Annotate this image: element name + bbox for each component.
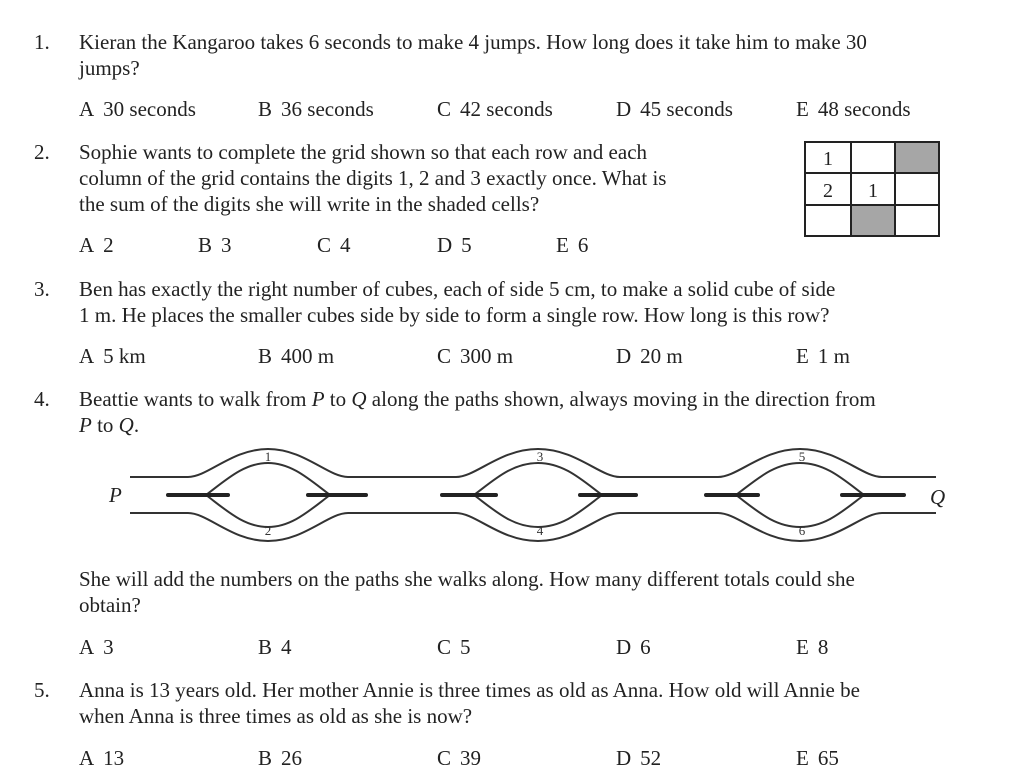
option-b <box>258 343 334 369</box>
option-text: 42 seconds <box>460 97 553 121</box>
option-text: 1 m <box>817 344 850 368</box>
option-b <box>258 96 374 122</box>
option-letter: D <box>616 635 632 659</box>
question-number: 2. <box>34 140 50 164</box>
path-label-4: 4 <box>536 523 544 538</box>
option-d <box>616 745 661 771</box>
question-text-line: Kieran the Kangaroo takes 6 seconds to make 4 jumps. How long does it take him to make 30 <box>79 30 867 54</box>
grid-cell-digit: 1 <box>868 180 878 202</box>
grid-cell-digit: 2 <box>823 180 833 202</box>
shaded-cell <box>851 205 895 236</box>
grid-cell-digit: 1 <box>823 148 833 170</box>
question-text-line <box>79 412 139 438</box>
option-letter: C <box>437 635 452 659</box>
path-label-1: 1 <box>264 449 272 464</box>
option-text: 5 <box>461 233 472 257</box>
option-text: 26 <box>281 746 303 770</box>
question-number: 3. <box>34 277 50 301</box>
option-letter: B <box>258 344 273 368</box>
option-text: 3 <box>103 635 114 659</box>
option-text: 30 seconds <box>103 97 196 121</box>
option-e <box>796 634 828 660</box>
option-text: 65 <box>817 746 839 770</box>
path-label-5: 5 <box>798 449 806 464</box>
question-number: 1. <box>34 30 50 54</box>
option-b <box>198 232 232 258</box>
option-text: 20 m <box>640 344 683 368</box>
option-text: 8 <box>817 635 829 659</box>
option-c <box>437 634 471 660</box>
option-d <box>616 343 683 369</box>
point-p-ref: P <box>79 413 92 437</box>
option-a <box>79 745 124 771</box>
option-text: 6 <box>577 233 589 257</box>
option-c <box>437 343 513 369</box>
option-text: 3 <box>221 233 232 257</box>
option-text: 45 seconds <box>640 97 733 121</box>
question-text-line: when Anna is three times as old as she is now? <box>79 704 473 728</box>
option-text: 2 <box>103 233 114 257</box>
text-run: to <box>91 413 119 437</box>
question-text-line: Ben has exactly the right number of cubes, each of side 5 cm, to make a solid cube of side <box>79 277 836 301</box>
option-a <box>79 343 146 369</box>
option-letter: C <box>437 344 452 368</box>
option-text: 5 km <box>103 344 146 368</box>
option-c <box>317 232 351 258</box>
option-d <box>616 634 651 660</box>
option-e <box>796 745 839 771</box>
option-d <box>437 232 472 258</box>
option-e <box>796 343 850 369</box>
point-p-ref: P <box>311 387 325 411</box>
question-text-line: column of the grid contains the digits 1, 2 and 3 exactly once. What is <box>79 166 667 190</box>
option-b <box>258 634 292 660</box>
question-text-line: 1 m. He places the smaller cubes side by side to form a single row. How long is this row? <box>79 303 830 327</box>
option-letter: A <box>79 746 95 770</box>
option-letter: A <box>79 233 95 257</box>
path-3-inner <box>474 463 602 495</box>
option-letter: D <box>616 97 632 121</box>
digit-grid-svg <box>803 140 943 239</box>
option-text: 39 <box>460 746 482 770</box>
option-text: 13 <box>103 746 125 770</box>
option-letter: E <box>796 344 809 368</box>
question-text-line: Anna is 13 years old. Her mother Annie is three times as old as Anna. How old will Annie be <box>79 678 860 702</box>
path-5-inner <box>736 463 864 495</box>
question-number: 4. <box>34 387 50 411</box>
option-letter: C <box>437 97 452 121</box>
option-letter: D <box>616 746 632 770</box>
option-text: 36 seconds <box>281 97 374 121</box>
option-letter: E <box>796 635 809 659</box>
option-a <box>79 96 196 122</box>
text-run: Beattie wants to walk from <box>79 387 312 411</box>
option-d <box>616 96 733 122</box>
option-e <box>556 232 588 258</box>
question-text-line: obtain? <box>79 593 141 617</box>
start-point-label: P <box>109 483 122 507</box>
option-letter: B <box>198 233 213 257</box>
path-label-3: 3 <box>536 449 544 464</box>
option-letter: B <box>258 635 273 659</box>
digit-grid <box>803 140 943 245</box>
path-lines <box>130 449 936 541</box>
question-text-line: jumps? <box>79 56 140 80</box>
option-text: 5 <box>460 635 471 659</box>
option-letter: C <box>317 233 332 257</box>
option-c <box>437 96 553 122</box>
option-letter: D <box>437 233 453 257</box>
question-text-line: Sophie wants to complete the grid shown so that each row and each <box>79 140 648 164</box>
path-diagram <box>0 440 1024 561</box>
option-text: 400 m <box>281 344 335 368</box>
path-1-inner <box>206 463 330 495</box>
option-text: 52 <box>640 746 662 770</box>
option-letter: A <box>79 635 95 659</box>
option-letter: E <box>796 746 809 770</box>
option-c <box>437 745 481 771</box>
shaded-cell <box>895 142 939 173</box>
point-q-ref: Q <box>351 387 367 411</box>
text-run: along the paths shown, always moving in the direction from <box>366 387 876 411</box>
option-a <box>79 232 114 258</box>
option-letter: B <box>258 97 273 121</box>
option-text: 48 seconds <box>817 97 911 121</box>
text-run: . <box>133 413 140 437</box>
question-number: 5. <box>34 678 50 702</box>
option-letter: E <box>556 233 569 257</box>
option-letter: A <box>79 344 95 368</box>
path-label-2: 2 <box>264 523 272 538</box>
path-label-6: 6 <box>798 523 806 538</box>
option-letter: A <box>79 97 95 121</box>
option-text: 4 <box>340 233 351 257</box>
option-e <box>796 96 911 122</box>
option-b <box>258 745 302 771</box>
question-text-line <box>79 386 876 412</box>
option-text: 300 m <box>460 344 514 368</box>
end-point-label: Q <box>930 485 946 509</box>
option-text: 4 <box>281 635 292 659</box>
path-diagram-svg <box>0 440 1024 555</box>
option-letter: D <box>616 344 632 368</box>
option-letter: B <box>258 746 273 770</box>
question-text-line: the sum of the digits she will write in the shaded cells? <box>79 192 540 216</box>
point-q-ref: Q <box>118 413 134 437</box>
question-text-line: She will add the numbers on the paths she walks along. How many different totals could she <box>79 567 855 591</box>
text-run: to <box>324 387 352 411</box>
option-text: 6 <box>640 635 651 659</box>
option-letter: E <box>796 97 809 121</box>
option-letter: C <box>437 746 452 770</box>
option-a <box>79 634 114 660</box>
